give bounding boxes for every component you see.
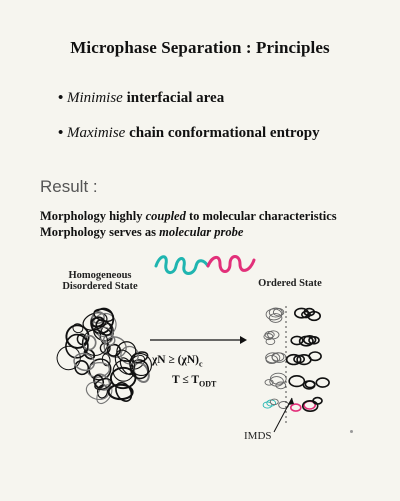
morphology-line-1 [40,209,337,224]
bullet-maximise [58,125,320,142]
condition-chin [152,354,203,368]
bullet-text: interfacial area [122,90,225,106]
line-text: Morphology highly [40,209,146,223]
block-a-coil [268,331,279,339]
line-emph: coupled [145,209,186,223]
homogeneous-label-line: Disordered State [62,281,138,292]
imds-label: IMDS [244,430,272,442]
bullet-emph: Minimise [67,90,123,106]
result-label: Result : [40,177,98,196]
speck-dot [350,430,353,433]
block-b-coil [309,352,321,360]
line-text: Morphology serves as [40,225,160,239]
chain-loop [72,323,84,334]
block-b-coil [289,376,304,387]
bullet-minimise [58,90,224,107]
bullet-symbol: • [58,125,64,141]
ordered-state-label: Ordered State [258,278,322,289]
bullet-text: chain conformational entropy [125,125,320,141]
condition-sub: ODT [199,379,217,389]
block-b-chain [208,257,254,272]
condition-temperature [172,374,216,388]
bullet-emph: Maximise [67,125,126,141]
bullet-symbol: • [58,90,64,106]
condition-sub: c [198,359,203,369]
line-text: to molecular characteristics [185,209,337,223]
right-arrow-icon [148,334,248,346]
imds-pointer-icon [262,386,322,436]
condition-text: T ≤ T [172,374,199,386]
slide-title: Microphase Separation : Principles [70,38,330,57]
block-a-chain [156,257,208,274]
homogeneous-label [40,270,160,292]
line-emph: molecular probe [159,225,244,239]
morphology-line-2 [40,225,243,240]
disordered-state-illustration [52,300,162,410]
condition-text: χN ≥ (χN) [152,354,199,366]
homogeneous-label-line: Homogeneous [68,270,132,281]
chain-loop [113,380,135,404]
